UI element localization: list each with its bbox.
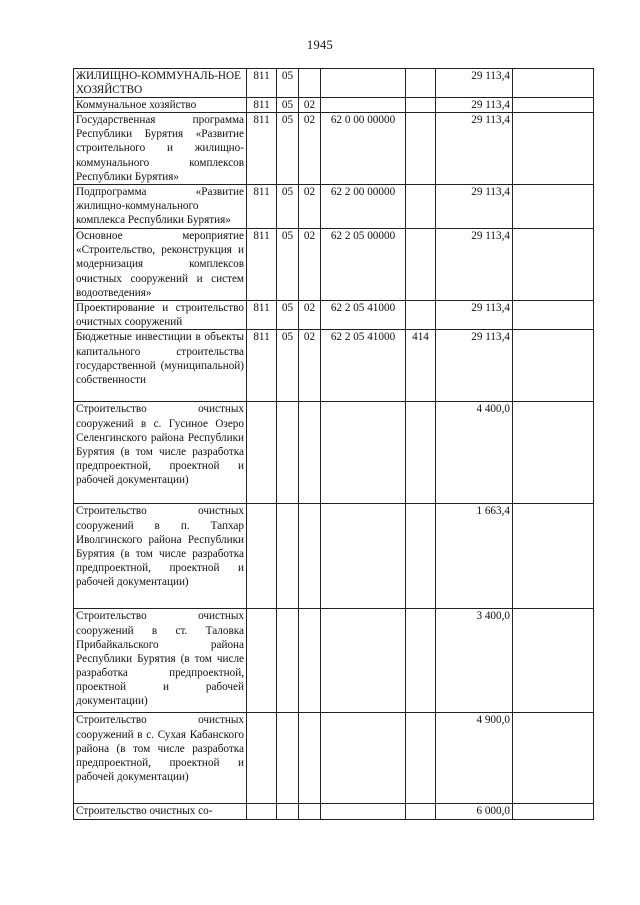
target-code: 62 2 00 00000 bbox=[321, 185, 406, 229]
target-code: 62 2 05 41000 bbox=[321, 301, 406, 330]
target-code: 62 2 05 00000 bbox=[321, 229, 406, 301]
expense-type-code bbox=[406, 713, 436, 804]
ministry-code: 811 bbox=[247, 229, 277, 301]
row-name: Проектирование и строительство очистных сооружений bbox=[74, 301, 247, 330]
ministry-code: 811 bbox=[247, 69, 277, 98]
table-row bbox=[74, 69, 594, 98]
table-row bbox=[74, 713, 594, 804]
expense-type-code bbox=[406, 229, 436, 301]
table-row bbox=[74, 229, 594, 301]
expense-type-code bbox=[406, 69, 436, 98]
extra-cell bbox=[513, 609, 594, 713]
table-row bbox=[74, 330, 594, 402]
extra-cell bbox=[513, 98, 594, 113]
target-code: 62 0 00 00000 bbox=[321, 113, 406, 185]
section-code: 05 bbox=[277, 301, 299, 330]
row-name: Строительство очистных сооружений в с. Гусиное Озеро Селенгинского района Республики Бурятия (в том числе разработка предпроектной, проектной и рабочей документации) bbox=[74, 402, 247, 504]
expense-type-code bbox=[406, 98, 436, 113]
row-name: Строительство очистных со- bbox=[74, 804, 247, 819]
page-number: 1945 bbox=[306, 38, 334, 52]
expense-type-code bbox=[406, 301, 436, 330]
table-row bbox=[74, 504, 594, 609]
table-row bbox=[74, 185, 594, 229]
amount: 6 000,0 bbox=[436, 804, 513, 819]
amount: 29 113,4 bbox=[436, 229, 513, 301]
section-code: 05 bbox=[277, 113, 299, 185]
row-name: Основное мероприятие «Строительство, реконструкция и модернизация комплексов очистных сооружений и систем водоотведения» bbox=[74, 229, 247, 301]
section-code: 05 bbox=[277, 330, 299, 402]
ministry-code: 811 bbox=[247, 301, 277, 330]
extra-cell bbox=[513, 330, 594, 402]
table-row bbox=[74, 609, 594, 713]
section-code bbox=[277, 713, 299, 804]
ministry-code bbox=[247, 504, 277, 609]
extra-cell bbox=[513, 185, 594, 229]
expense-type-code: 414 bbox=[406, 330, 436, 402]
amount: 29 113,4 bbox=[436, 185, 513, 229]
section-code bbox=[277, 609, 299, 713]
expense-type-code bbox=[406, 113, 436, 185]
target-code bbox=[321, 98, 406, 113]
subsection-code: 02 bbox=[299, 330, 321, 402]
target-code: 62 2 05 41000 bbox=[321, 330, 406, 402]
amount: 29 113,4 bbox=[436, 69, 513, 98]
ministry-code bbox=[247, 609, 277, 713]
extra-cell bbox=[513, 504, 594, 609]
ministry-code bbox=[247, 804, 277, 819]
table-row bbox=[74, 113, 594, 185]
ministry-code: 811 bbox=[247, 113, 277, 185]
subsection-code: 02 bbox=[299, 113, 321, 185]
subsection-code bbox=[299, 504, 321, 609]
target-code bbox=[321, 804, 406, 819]
amount: 29 113,4 bbox=[436, 98, 513, 113]
section-code bbox=[277, 402, 299, 504]
amount: 29 113,4 bbox=[436, 113, 513, 185]
ministry-code: 811 bbox=[247, 185, 277, 229]
subsection-code bbox=[299, 609, 321, 713]
row-name: Подпрограмма «Развитие жилищно-коммунального комплекса Республики Бурятия» bbox=[74, 185, 247, 229]
subsection-code bbox=[299, 713, 321, 804]
row-name: Коммунальное хозяйство bbox=[74, 98, 247, 113]
table-row bbox=[74, 804, 594, 819]
target-code bbox=[321, 69, 406, 98]
row-name: Строительство очистных сооружений в ст. Таловка Прибайкальского района Республики Бурятия (в том числе разработка предпроектной, проектной и рабочей документации) bbox=[74, 609, 247, 713]
extra-cell bbox=[513, 804, 594, 819]
subsection-code bbox=[299, 69, 321, 98]
subsection-code: 02 bbox=[299, 301, 321, 330]
row-name: Строительство очистных сооружений в п. Тапхар Иволгинского района Республики Бурятия (в том числе разработка предпроектной, проектной и рабочей документации) bbox=[74, 504, 247, 609]
expense-type-code bbox=[406, 609, 436, 713]
extra-cell bbox=[513, 402, 594, 504]
amount: 29 113,4 bbox=[436, 330, 513, 402]
section-code: 05 bbox=[277, 185, 299, 229]
row-name: ЖИЛИЩНО-КОММУНАЛЬ-НОЕ ХОЗЯЙСТВО bbox=[74, 69, 247, 98]
amount: 4 900,0 bbox=[436, 713, 513, 804]
extra-cell bbox=[513, 229, 594, 301]
subsection-code bbox=[299, 804, 321, 819]
extra-cell bbox=[513, 713, 594, 804]
target-code bbox=[321, 609, 406, 713]
ministry-code bbox=[247, 402, 277, 504]
target-code bbox=[321, 504, 406, 609]
amount: 29 113,4 bbox=[436, 301, 513, 330]
section-code bbox=[277, 504, 299, 609]
subsection-code: 02 bbox=[299, 98, 321, 113]
extra-cell bbox=[513, 69, 594, 98]
subsection-code: 02 bbox=[299, 185, 321, 229]
row-name: Строительство очистных сооружений в с. Сухая Кабанского района (в том числе разработка предпроектной, проектной и рабочей документации) bbox=[74, 713, 247, 804]
expense-type-code bbox=[406, 402, 436, 504]
target-code bbox=[321, 713, 406, 804]
expense-type-code bbox=[406, 185, 436, 229]
ministry-code: 811 bbox=[247, 330, 277, 402]
section-code: 05 bbox=[277, 98, 299, 113]
section-code: 05 bbox=[277, 229, 299, 301]
table-row bbox=[74, 402, 594, 504]
expense-type-code bbox=[406, 504, 436, 609]
ministry-code: 811 bbox=[247, 98, 277, 113]
subsection-code bbox=[299, 402, 321, 504]
table-row bbox=[74, 98, 594, 113]
section-code bbox=[277, 804, 299, 819]
extra-cell bbox=[513, 113, 594, 185]
row-name: Государственная программа Республики Бурятия «Развитие строительного и жилищно-коммунального комплексов Республики Бурятия» bbox=[74, 113, 247, 185]
subsection-code: 02 bbox=[299, 229, 321, 301]
amount: 1 663,4 bbox=[436, 504, 513, 609]
expense-type-code bbox=[406, 804, 436, 819]
section-code: 05 bbox=[277, 69, 299, 98]
amount: 3 400,0 bbox=[436, 609, 513, 713]
table-row bbox=[74, 301, 594, 330]
row-name: Бюджетные инвестиции в объекты капитального строительства государственной (муниципальной) собственности bbox=[74, 330, 247, 402]
target-code bbox=[321, 402, 406, 504]
budget-table bbox=[73, 68, 594, 820]
amount: 4 400,0 bbox=[436, 402, 513, 504]
ministry-code bbox=[247, 713, 277, 804]
extra-cell bbox=[513, 301, 594, 330]
